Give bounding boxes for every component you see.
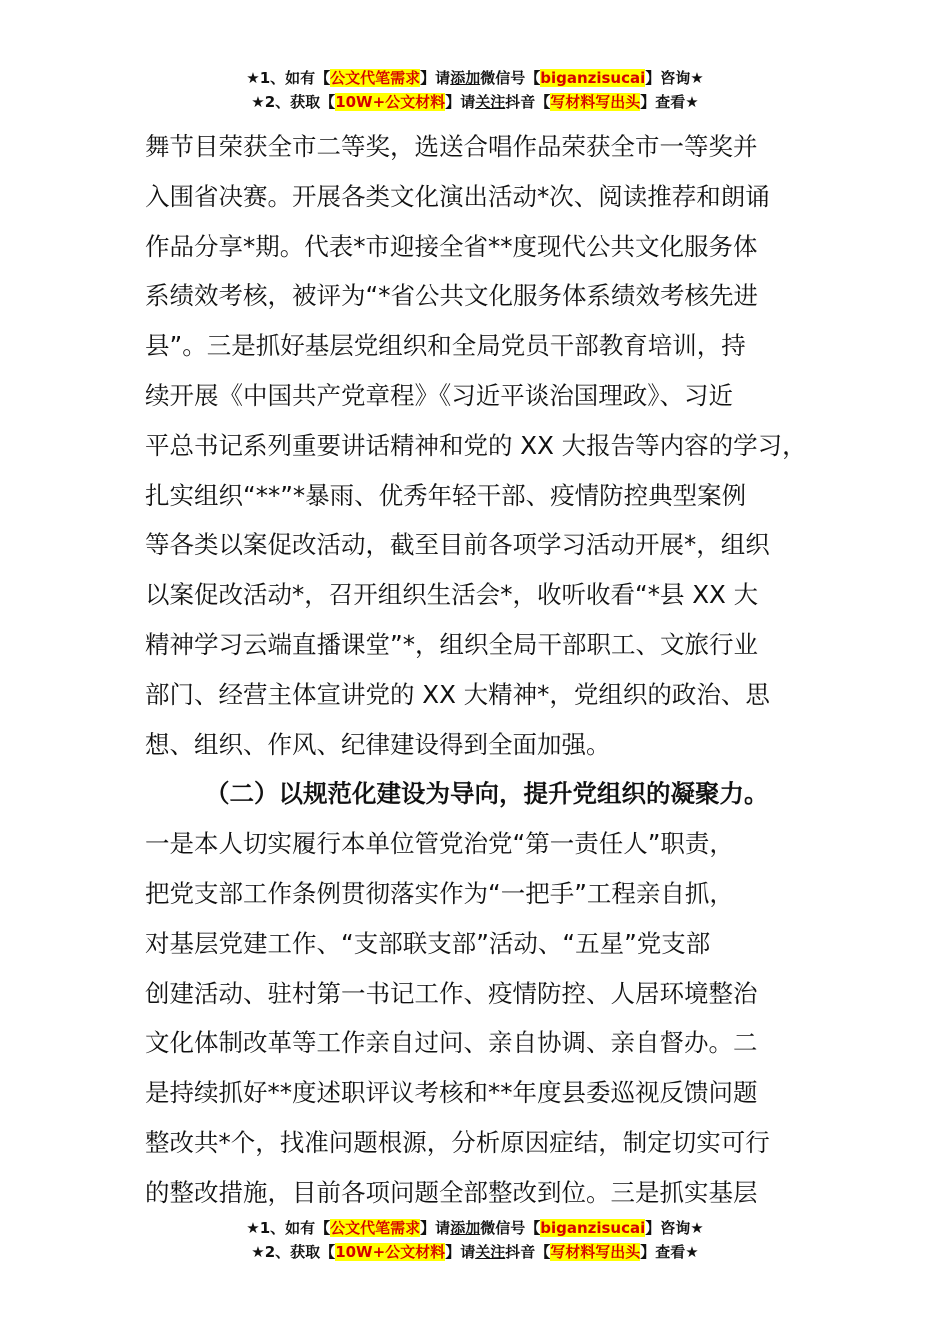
body-line: 想、组织、作风、纪律建设得到全面加强。 <box>145 729 611 759</box>
banner-text: 】请 <box>420 69 451 87</box>
body-line: 续开展《中国共产党章程》《习近平谈治国理政》、习近 <box>145 380 733 410</box>
section-heading: （二）以规范化建设为导向，提升党组织的凝聚力。 <box>205 779 769 809</box>
banner-text: 】请 <box>420 1219 451 1237</box>
banner-highlight: 公文代笔需求 <box>330 69 421 87</box>
body-line: 县”。三是抓好基层党组织和全局党员干部教育培训，持 <box>145 331 746 361</box>
banner-text: 】查看★ <box>640 93 699 111</box>
banner-line-1 <box>0 1216 950 1240</box>
body-line: 等各类以案促改活动，截至目前各项学习活动开展*，组织 <box>145 530 770 560</box>
body-line: 把党支部工作条例贯彻落实作为“一把手”工程亲自抓， <box>145 878 734 908</box>
body-line: 文化体制改革等工作亲自过问、亲自协调、亲自督办。二 <box>145 1028 758 1058</box>
document-body <box>145 122 815 1218</box>
banner-text: 抖音【 <box>505 93 551 111</box>
footer-banner <box>0 1216 950 1264</box>
banner-text: 】查看★ <box>640 1243 699 1261</box>
banner-text: 微信号【 <box>480 69 541 87</box>
banner-underline: 添加 <box>450 69 481 87</box>
banner-highlight: 公文代笔需求 <box>330 1219 421 1237</box>
body-line: 入围省决赛。开展各类文化演出活动*次、阅读推荐和朗诵 <box>145 181 770 211</box>
banner-highlight: 写材料写出头 <box>550 1243 641 1261</box>
body-line: 作品分享*期。代表*市迎接全省**度现代公共文化服务体 <box>145 231 758 261</box>
banner-text: 微信号【 <box>480 1219 541 1237</box>
body-line: 是持续抓好**度述职评议考核和**年度县委巡视反馈问题 <box>145 1078 758 1108</box>
banner-text: 抖音【 <box>505 1243 551 1261</box>
banner-text: 】请 <box>445 1243 476 1261</box>
banner-line-2 <box>0 90 950 114</box>
body-line: 系绩效考核，被评为“*省公共文化服务体系绩效考核先进 <box>145 281 758 311</box>
banner-text: 】咨询★ <box>645 69 704 87</box>
body-line: 扎实组织“**”*暴雨、优秀年轻干部、疫情防控典型案例 <box>145 480 747 510</box>
banner-line-1 <box>0 66 950 90</box>
banner-highlight: 10W+公文材料 <box>335 1243 446 1261</box>
banner-underline: 关注 <box>475 93 506 111</box>
header-banner <box>0 66 950 114</box>
banner-text: ★2、获取【 <box>251 1243 336 1261</box>
banner-text: 】咨询★ <box>645 1219 704 1237</box>
body-line: 对基层党建工作、“支部联支部”活动、“五星”党支部 <box>145 928 711 958</box>
banner-text: ★1、如有【 <box>246 69 331 87</box>
banner-line-2 <box>0 1240 950 1264</box>
body-line: 精神学习云端直播课堂”*，组织全局干部职工、文旅行业 <box>145 629 758 659</box>
body-line: 舞节目荣获全市二等奖，选送合唱作品荣获全市一等奖并 <box>145 132 758 161</box>
banner-highlight: biganzisucai <box>540 69 646 87</box>
banner-underline: 添加 <box>450 1219 481 1237</box>
body-line: 平总书记系列重要讲话精神和党的 XX 大报告等内容的学习， <box>145 430 807 460</box>
body-line: 部门、经营主体宣讲党的 XX 大精神*，党组织的政治、思 <box>145 679 770 709</box>
banner-underline: 关注 <box>475 1243 506 1261</box>
banner-text: 】请 <box>445 93 476 111</box>
banner-text: ★1、如有【 <box>246 1219 331 1237</box>
banner-highlight: biganzisucai <box>540 1219 646 1237</box>
body-line: 一是本人切实履行本单位管党治党“第一责任人”职责， <box>145 829 734 859</box>
banner-highlight: 写材料写出头 <box>550 93 641 111</box>
banner-highlight: 10W+公文材料 <box>335 93 446 111</box>
body-line: 以案促改活动*，召开组织生活会*，收听收看“*县 XX 大 <box>145 580 759 610</box>
banner-text: ★2、获取【 <box>251 93 336 111</box>
body-line: 创建活动、驻村第一书记工作、疫情防控、人居环境整治 <box>145 978 758 1008</box>
body-line: 整改共*个，找准问题根源，分析原因症结，制定切实可行 <box>145 1127 770 1157</box>
body-line: 的整改措施，目前各项问题全部整改到位。三是抓实基层 <box>145 1177 758 1207</box>
